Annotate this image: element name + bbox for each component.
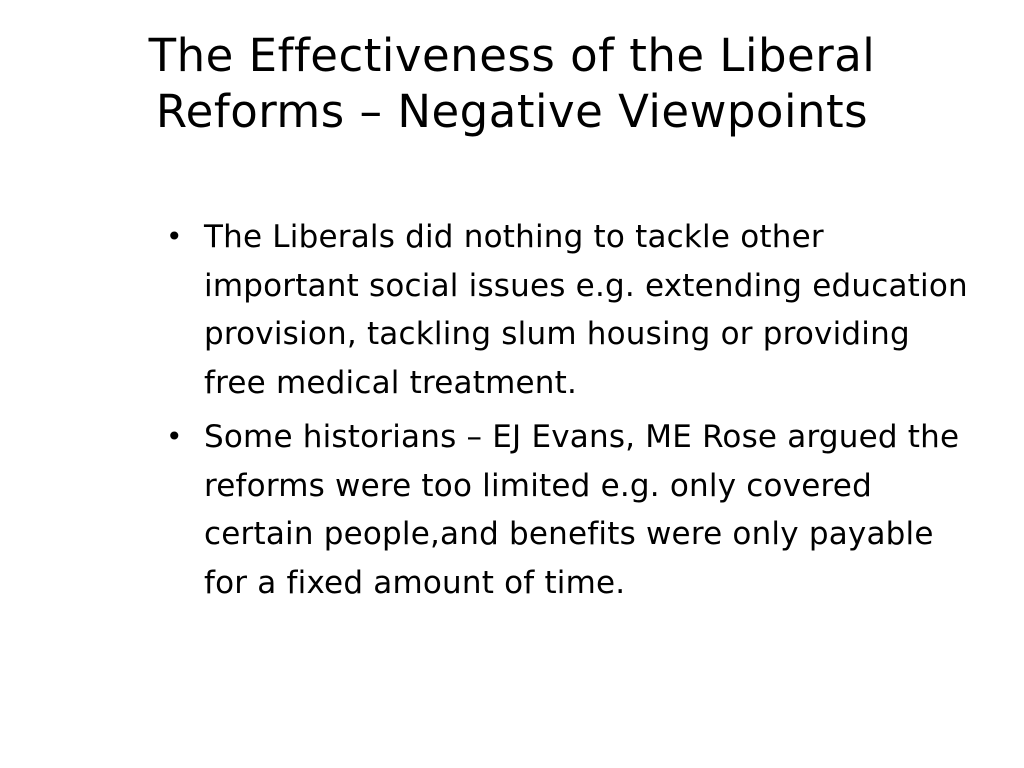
bullet-list bbox=[166, 213, 978, 613]
bullet-dot-icon: • bbox=[166, 220, 183, 253]
bullet-item-limited-scope bbox=[166, 213, 978, 407]
bullet-item-historians bbox=[166, 413, 978, 607]
slide-title-line-1: The Effectiveness of the Liberal bbox=[148, 29, 876, 82]
bullet-text: Some historians – EJ Evans, ME Rose argued the reforms were too limited e.g. only covered certain people,and benefits were only payable for a fixed amount of time. bbox=[204, 419, 960, 601]
slide-title-line-2: Reforms – Negative Viewpoints bbox=[155, 85, 869, 138]
bullet-text: The Liberals did nothing to tackle other important social issues e.g. extending education provision, tackling slum housing or providing free medical treatment. bbox=[204, 219, 968, 401]
slide-title bbox=[40, 28, 984, 140]
bullet-dot-icon: • bbox=[166, 420, 183, 453]
